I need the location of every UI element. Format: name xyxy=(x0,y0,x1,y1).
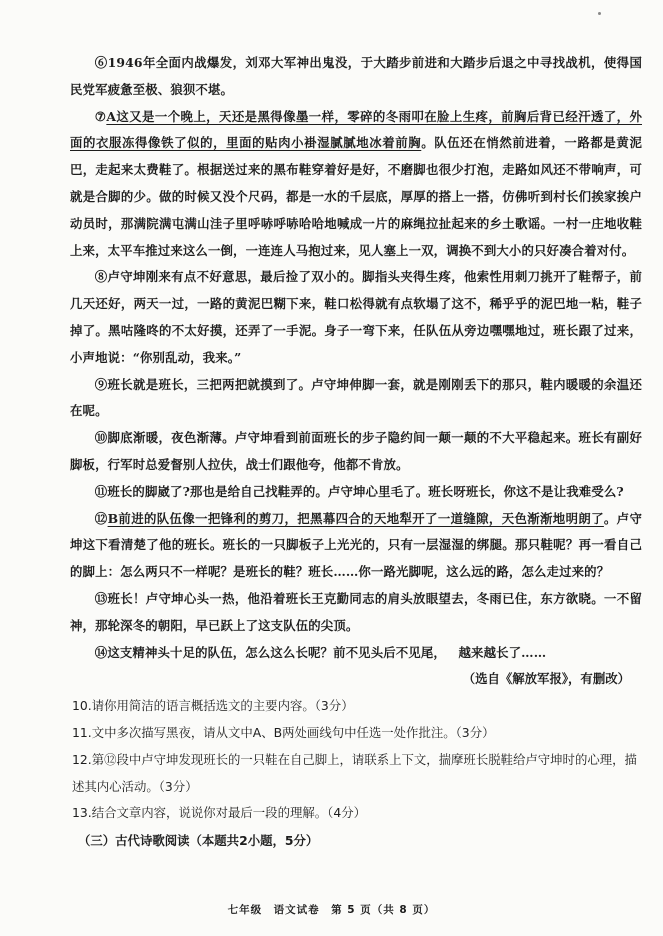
source-citation: （选自《解放军报》，有删改） xyxy=(462,671,630,687)
paragraph-7-marker: ⑦ xyxy=(94,108,107,124)
paragraph-8: ⑧卢守坤刚来有点不好意思，最后捡了双小的。脚指头夹得生疼，他索性用刺刀挑开了鞋帮子，前几天还好，两天一过，一路的黄泥巴糊下来，鞋口松得就有点软塌了这不，稀乎乎的泥巴地一粘，鞋子掉了。黑咕隆咚的不太好摸，还弄了一手泥。身子一弯下来，任队伍从旁边嘿嘿地过，班长跟了过来，小声地说：“你别乱动，我来。” xyxy=(70,269,642,365)
question-12: 12.第⑫段中卢守坤发现班长的一只鞋在自己脚上，请联系上下文，揣摩班长脱鞋给卢守坤时的心理，描述其内心活动。（3分） xyxy=(72,751,637,794)
paragraph-6: ⑥1946年全面内战爆发，刘邓大军神出鬼没，于大踏步前进和大踏步后退之中寻找战机，使得国民党军疲惫至极、狼狈不堪。 xyxy=(70,55,642,97)
question-13: 13.结合文章内容，说说你对最后一段的理解。（4分） xyxy=(72,805,366,821)
scan-speck xyxy=(598,12,601,15)
paragraph-10: ⑩脚底渐暖，夜色渐薄。卢守坤看到前面班长的步子隐约间一颠一颠的不大平稳起来。班长有副好脚板，行军时总爱督别人拉伕，战士们跟他夸，他都不肯放。 xyxy=(70,430,642,472)
question-10: 10.请你用简洁的语言概括选文的主要内容。（3分） xyxy=(72,698,354,714)
paragraph-9: ⑨班长就是班长，三把两把就摸到了。卢守坤伸脚一套，就是刚刚丢下的那只，鞋内暖暖的余温还在呢。 xyxy=(70,376,642,419)
underlined-sentence-a: A这又是一个晚上，天还是黑得像墨一样，零碎的冬雨叩在脸上生疼，前胸后背已经汗透了，外面的衣服冻得像铁了似的，里面的贴肉小褂湿腻腻地冰着前胸 xyxy=(70,108,642,151)
paragraph-12-marker: ⑫ xyxy=(94,510,108,526)
paragraph-13: ⑬班长！卢守坤心头一热，他沿着班长王克勤同志的肩头放眼望去，冬雨已住，东方欲晓。一不留神，那轮深冬的朝阳，早已跃上了这支队伍的尖顶。 xyxy=(70,590,642,633)
paragraph-7-body: 。队伍还在悄然前进着，一路都是黄泥巴，走起来太费鞋了。根据送过来的黑布鞋穿着好是好，不磨脚也很少打泡，走路如风还不带响声，可就是合脚的少。做的时候又没个尺码，都是一水的千层底，厚厚的搭上一搭，仿佛听到村长们挨家挨户动员时，那满院满屯满山洼子里呼哧呼哧哈哈地喊成一片的麻绳拉扯起来的乡土歌谣。一村一庄地收鞋上来，太平车推过来这么一倒，一连连人马抱过来，见人塞上一双，调换不到大小的只好凑合着对付。 xyxy=(70,135,642,258)
paragraph-14-end: 越来越长了…… xyxy=(458,644,547,660)
section-heading: （三）古代诗歌阅读（本题共2小题，5分） xyxy=(78,833,319,849)
paragraph-11: ⑪班长的脚崴了?那也是给自己找鞋弄的。卢守坤心里毛了。班长呀班长，你这不是让我难受么? xyxy=(94,483,624,499)
page-footer: 七年级 语文试卷 第 5 页（共 8 页） xyxy=(227,904,436,916)
paragraph-7 xyxy=(70,104,642,265)
question-11: 11.文中多次描写黑夜，请从文中A、B两处画线句中任选一处作批注。（3分） xyxy=(72,724,495,740)
exam-page xyxy=(70,50,642,855)
paragraph-12-body: 。卢守坤这下看清楚了他的班长。班长的一只脚板子上光光的，只有一层湿湿的绑腿。那只鞋呢？再一看自己的脚上：怎么两只不一样呢？是班长的鞋？班长……你一路光脚呢，这么远的路，怎么走过来的？ xyxy=(70,510,642,580)
paragraph-14 xyxy=(70,640,642,667)
underlined-sentence-b: B前进的队伍像一把锋利的剪刀，把黑幕四合的天地犁开了一道缝隙，天色渐渐地明朗了 xyxy=(107,510,604,526)
paragraph-12 xyxy=(70,506,642,586)
paragraph-14-start: ⑭这支精神头十足的队伍，怎么这么长呢？前不见头后不见尾， xyxy=(94,644,446,660)
